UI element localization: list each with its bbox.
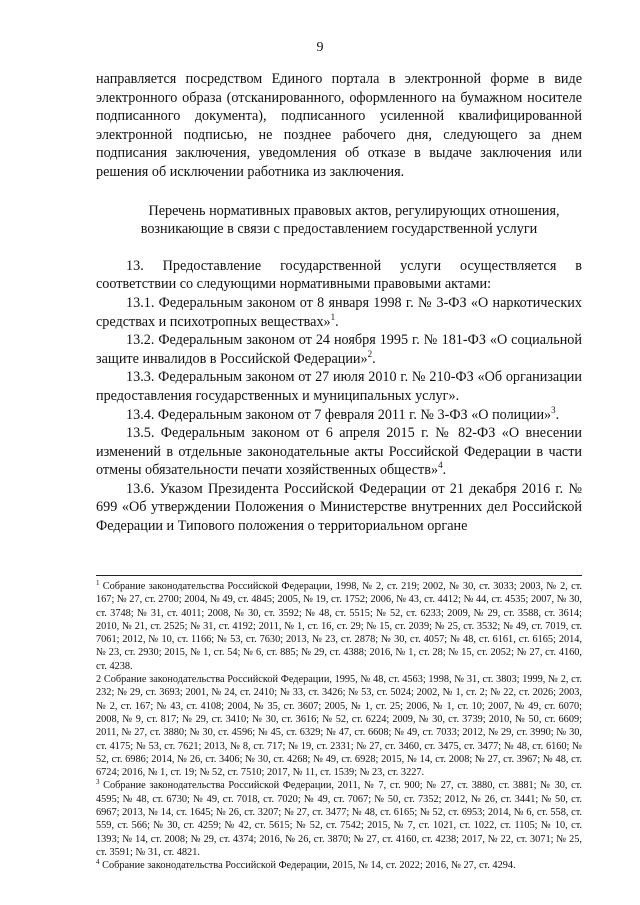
paragraph-13-2-text: 13.2. Федеральным законом от 24 ноября 1995 г. № 181-ФЗ «О социальной защите инвалидов в Российской Федерации» (96, 332, 582, 367)
footnote-4-mark: 4 (96, 858, 100, 867)
paragraph-13: 13. Предоставление государственной услуги осуществляется в соответствии со следующими нормативными правовыми актами: (96, 257, 582, 293)
footnote-ref-2[interactable]: 2 (367, 348, 373, 359)
footnote-ref-3[interactable]: 3 (551, 404, 556, 415)
footnote-2-mark: 2 (96, 674, 102, 686)
main-text (96, 70, 582, 536)
paragraph-13-5: 13.5. Федеральным законом от 6 апреля 2015 г. № 82-ФЗ «О внесении изменений в отдельные законодательные акты Российской Федерации в части отмены обязательности печати хозяйственных обществ»$^4$. (96, 425, 582, 479)
footnote-1-mark: 1 (96, 579, 100, 587)
footnote-3-text: Собрание законодательства Российской Федерации, 2011, № 7, ст. 900; № 27, ст. 3880, ст. 3881; № 30, ст. 4595; № 48, ст. 6730; № 49, ст. 7018, ст. 7020; № 49, ст. 7067; № 50, ст. 7352; 2012, № 26, ст. 3441; № 50, ст. 6967; 2013, № 14, ст. 1645; № 26, ст. 3207; № 27, ст. 3477; № 48, ст. 6165; № 52, ст. 6953; 2014, № 6, ст. 558, ст. 559, ст. 566; № 30, ст. 4259; № 42, ст. 5615; № 52, ст. 7542; 2015, № 7, ст. 1021, ст. 1022, ст. 1105; № 10, ст. 1393; № 14, ст. 2008; № 29, ст. 4374; 2016, № 26, ст. 3870; № 27, ст. 4160, ст. 4238; 2017, № 22, ст. 3071; № 25, ст. 3591; № 31, ст. 4821. (96, 780, 582, 858)
paragraph-13-4: 13.4. Федеральным законом от 7 февраля 2011 г. № 3-ФЗ «О полиции»$^3$. (126, 404, 560, 423)
paragraph-13-2: 13.2. Федеральным законом от 24 ноября 1995 г. № 181-ФЗ «О социальной защите инвалидов в Российской Федерации»$^2$. (96, 332, 582, 367)
paragraph-13-5-text: 13.5. Федеральным законом от 6 апреля 2015 г. № 82-ФЗ «О внесении изменений в отдельные законодательные акты Российской Федерации в части отмены обязательности печати хозяйственных обществ» (96, 425, 582, 479)
page-number: 9 (316, 40, 324, 55)
footnote-ref-1[interactable]: 1 (330, 311, 336, 322)
section-heading: Перечень нормативных правовых актов, регулирующих отношения, возникающие в связи с предоставлением государственной услуги (140, 202, 560, 238)
paragraph-13-1-text: 13.1. Федеральным законом от 8 января 1998 г. № 3-ФЗ «О наркотических средствах и психотропных веществах» (96, 294, 582, 330)
footnote-1 (96, 580, 582, 673)
footnote-ref-4[interactable]: 4 (438, 460, 443, 471)
footnote-4-text: Собрание законодательства Российской Федерации, 2015, № 14, ст. 2022; 2016, № 27, ст. 4294. (102, 860, 516, 872)
paragraph-13-4-text: 13.4. Федеральным законом от 7 февраля 2011 г. № 3-ФЗ «О полиции» (126, 406, 552, 423)
footnote-1-text: Собрание законодательства Российской Федерации, 1998, № 2, ст. 219; 2002, № 30, ст. 3033; 2003, № 2, ст. 167; № 27, ст. 2700; 2004, № 49, ст. 4845; 2005, № 19, ст. 1752; 2006, № 43, ст. 4412; № 44, ст. 4535; 2007, № 30, ст. 3748; № 31, ст. 4011; 2008, № 30, ст. 3592; № 48, ст. 5515; № 52, ст. 6233; 2009, № 29, ст. 3588, ст. 3614; 2010, № 21, ст. 2525; № 31, ст. 4192; 2011, № 1, ст. 16, ст. 29; № 15, ст. 2039; № 25, ст. 3532; № 49, ст. 7019, ст. 7061; 2012, № 10, ст. 1166; № 53, ст. 7630; 2013, № 23, ст. 2878; № 30, ст. 4057; № 48, ст. 6161, ст. 6165; 2014, № 23, ст. 2930; 2015, № 1, ст. 54; № 6, ст. 885; № 29, ст. 4388; 2016, № 1, ст. 28; № 15, ст. 2052; № 27, ст. 4160, ст. 4238. (96, 581, 583, 672)
paragraph-13-6: 13.6. Указом Президента Российской Федерации от 21 декабря 2016 г. № 699 «Об утверждении Положения о Министерстве внутренних дел Российской Федерации и Типового положения о территориальном органе (96, 480, 582, 535)
footnote-2-text: Собрание законодательства Российской Федерации, 1995, № 48, ст. 4563; 1998, № 31, ст. 3803; 1999, № 2, ст. 232; № 29, ст. 3693; 2001, № 24, ст. 2410; № 33, ст. 3426; № 53, ст. 5024; 2002, № 1, ст. 2; № 22, ст. 2026; 2003, № 2, ст. 167; № 43, ст. 4108; 2004, № 35, ст. 3607; 2005, № 1, ст. 25; 2006, № 1, ст. 10; 2007, № 49, ст. 6070; 2008, № 9, ст. 817; № 29, ст. 3410; № 30, ст. 3616; № 52, ст. 6224; 2009, № 30, ст. 3739; 2010, № 50, ст. 6609; 2011, № 27, ст. 3880; № 30, ст. 4596; № 45, ст. 6329; № 47, ст. 6608; № 49, ст. 7033; 2012, № 29, ст. 3990; № 30, ст. 4175; № 53, ст. 7621; 2013, № 8, ст. 717; № 19, ст. 2331; № 27, ст. 3460, ст. 3475, ст. 3477; № 48, ст. 6160; № 52, ст. 6986; 2014, № 26, ст. 3406; № 30, ст. 4268; № 49, ст. 6928; 2015, № 14, ст. 2008; № 27, ст. 3967; № 48, ст. 6724; 2016, № 1, ст. 19; № 52, ст. 7510; 2017, № 11, ст. 1539; № 23, ст. 3227. (96, 674, 582, 779)
footnote-4 (96, 859, 582, 872)
footnotes-section (96, 575, 582, 873)
footnote-2 (96, 673, 582, 779)
footnote-3-mark: 3 (96, 778, 100, 787)
paragraph-13-1: 13.1. Федеральным законом от 8 января 1998 г. № 3-ФЗ «О наркотических средствах и психотропных веществах»$^1$. (96, 294, 582, 330)
paragraph-13-3: 13.3. Федеральным законом от 27 июля 2010 г. № 210-ФЗ «Об организации предоставления государственных и муниципальных услуг». (96, 369, 582, 404)
footnote-3 (96, 779, 582, 859)
paragraph-continuation: направляется посредством Единого портала в электронной форме в виде электронного образа (отсканированного, оформленного на бумажном носителе подписанного документа), подписанного усиленной квалифицированной электронной подписью, не позднее рабочего дня, следующего за днем подписания заключения, уведомления об отказе в выдаче заключения или решения об исключении работника из заключения. (96, 71, 582, 180)
